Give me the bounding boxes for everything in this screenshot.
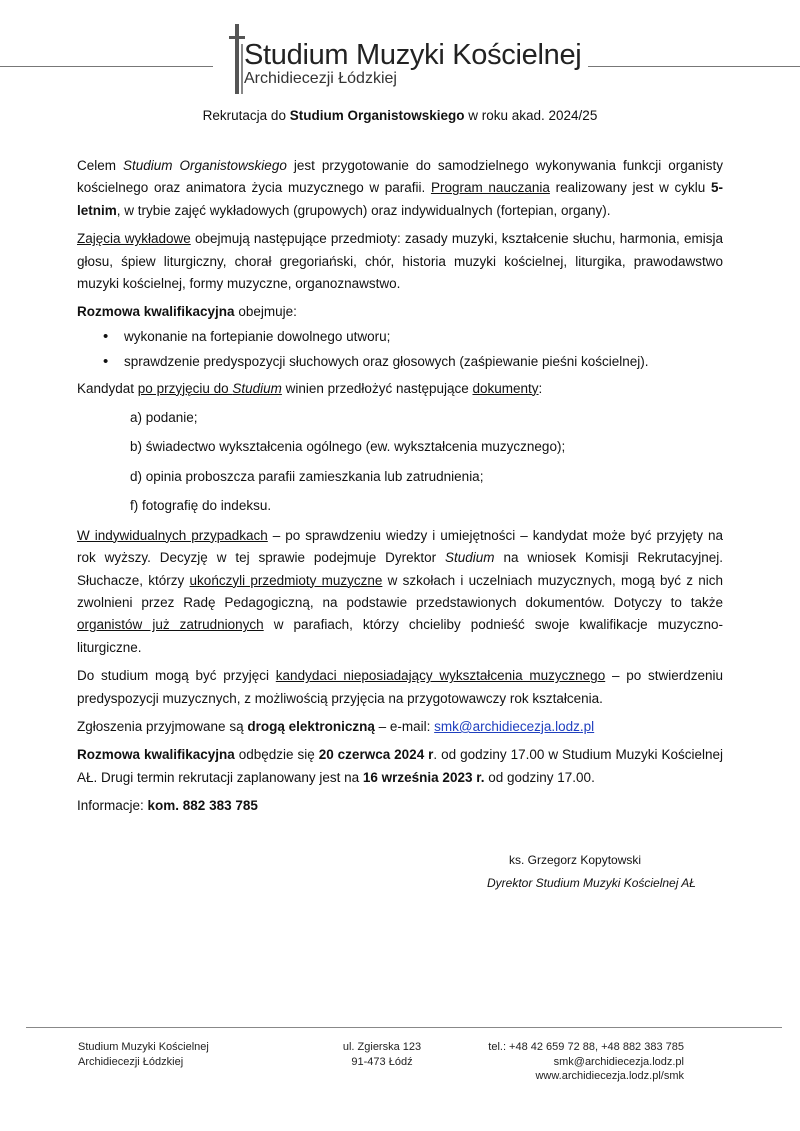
footer-rule xyxy=(26,1027,782,1028)
interview-list xyxy=(77,326,723,374)
footer-address-line: 91-473 Łódź xyxy=(351,1055,413,1068)
footer-contact xyxy=(460,1040,684,1084)
schedule-paragraph: Rozmowa kwalifikacyjna odbędzie się 20 czerwca 2024 r. od godziny 17.00 w Studium Muzyki Kościelnej AŁ. Drugi termin rekrutacji zaplanowany jest na 16 września 2023 r. od godziny 17.00. xyxy=(77,747,724,785)
title-suffix: w roku akad. 2024/25 xyxy=(464,108,598,123)
list-item: f) fotografię do indeksu. xyxy=(130,498,272,514)
list-item: • wykonanie na fortepianie dowolnego utworu; xyxy=(124,326,723,348)
signature-name: ks. Grzegorz Kopytowski xyxy=(509,853,642,867)
interview-paragraph: Rozmowa kwalifikacyjna obejmuje: xyxy=(77,304,297,320)
email-link[interactable]: smk@archidiecezja.lodz.pl xyxy=(434,718,595,734)
document-title xyxy=(0,108,800,123)
list-item: b) świadectwo wykształcenia ogólnego (ew. wykształcenia muzycznego); xyxy=(130,439,566,455)
footer-website[interactable]: www.archidiecezja.lodz.pl/smk xyxy=(535,1070,684,1082)
footer-email[interactable]: smk@archidiecezja.lodz.pl xyxy=(553,1055,684,1068)
footer-phone: tel.: +48 42 659 72 88, +48 882 383 785 xyxy=(488,1041,684,1053)
no-music-paragraph: Do studium mogą być przyjęci kandydaci nieposiadający wykształcenia muzycznego – po stwierdzeniu predyspozycji muzycznych, z możliwością przyjęcia na przygotowawczy rok kształcenia. xyxy=(77,668,723,706)
footer-org-line: Archidiecezji Łódzkiej xyxy=(78,1055,184,1068)
footer-address xyxy=(330,1040,434,1069)
title-bold: Studium Organistowskiego xyxy=(289,108,465,123)
list-item: d) opinia proboszcza parafii zamieszkania lub zatrudnienia; xyxy=(130,468,484,484)
footer-address-line: ul. Zgierska 123 xyxy=(342,1041,422,1053)
logo-subtitle: Archidiecezji Łódzkiej xyxy=(244,70,397,87)
candidate-paragraph: Kandydat po przyjęciu do Studium winien przedłożyć następujące dokumenty: xyxy=(77,380,543,396)
intro-paragraph: Celem Studium Organistowskiego jest przygotowanie do samodzielnego wykonywania funkcji organisty kościelnego oraz animatora życia muzycznego w parafii. Program nauczania realizowany jest w cyklu 5-letnim, w trybie zajęć wykładowych (grupowych) oraz indywidualnych (fortepian, organy). xyxy=(77,158,724,218)
title-prefix: Rekrutacja do xyxy=(202,108,290,123)
footer-org-line: Studium Muzyki Kościelnej xyxy=(78,1041,209,1053)
header-rule-right xyxy=(588,66,800,67)
documents-list xyxy=(77,407,723,518)
logo-title: Studium Muzyki Kościelnej xyxy=(244,39,582,71)
individual-paragraph: W indywidualnych przypadkach – po sprawdzeniu wiedzy i umiejętności – kandydat może być przyjęty na rok wyższy. Decyzję w tej sprawie podejmuje Dyrektor Studium na wniosek Komisji Rekrutacyjnej. Słuchacze, którzy ukończyli przedmioty muzyczne w szkołach i uczelniach muzycznych, mogą być z nich zwolnieni przez Radę Pedagogiczną, na podstawie przedstawionych dokumentów. Dotyczy to także organistów już zatrudnionych w parafiach, którzy chcieliby podnieść swoje kwalifikacje muzyczno-liturgiczne. xyxy=(77,527,723,655)
list-item: a) podanie; xyxy=(130,410,198,426)
footer-organization xyxy=(78,1040,209,1069)
info-paragraph: Informacje: kom. 882 383 785 xyxy=(77,798,258,814)
list-item: • sprawdzenie predyspozycji słuchowych oraz głosowych (zaśpiewanie pieśni kościelnej). xyxy=(124,351,723,373)
header-rule-left xyxy=(0,66,213,67)
document-body xyxy=(77,155,723,824)
applications-paragraph: Zgłoszenia przyjmowane są drogą elektroniczną – e-mail: smk@archidiecezja.lodz.pl xyxy=(77,718,595,734)
signature-role: Dyrektor Studium Muzyki Kościelnej AŁ xyxy=(487,876,696,890)
lectures-paragraph: Zajęcia wykładowe obejmują następujące przedmioty: zasady muzyki, kształcenie słuchu, harmonia, emisja głosu, śpiew liturgiczny, chorał gregoriański, chór, historia muzyki kościelnej, liturgika, prawodawstwo muzyki kościelnej, formy muzyczne, organoznawstwo. xyxy=(77,231,723,292)
